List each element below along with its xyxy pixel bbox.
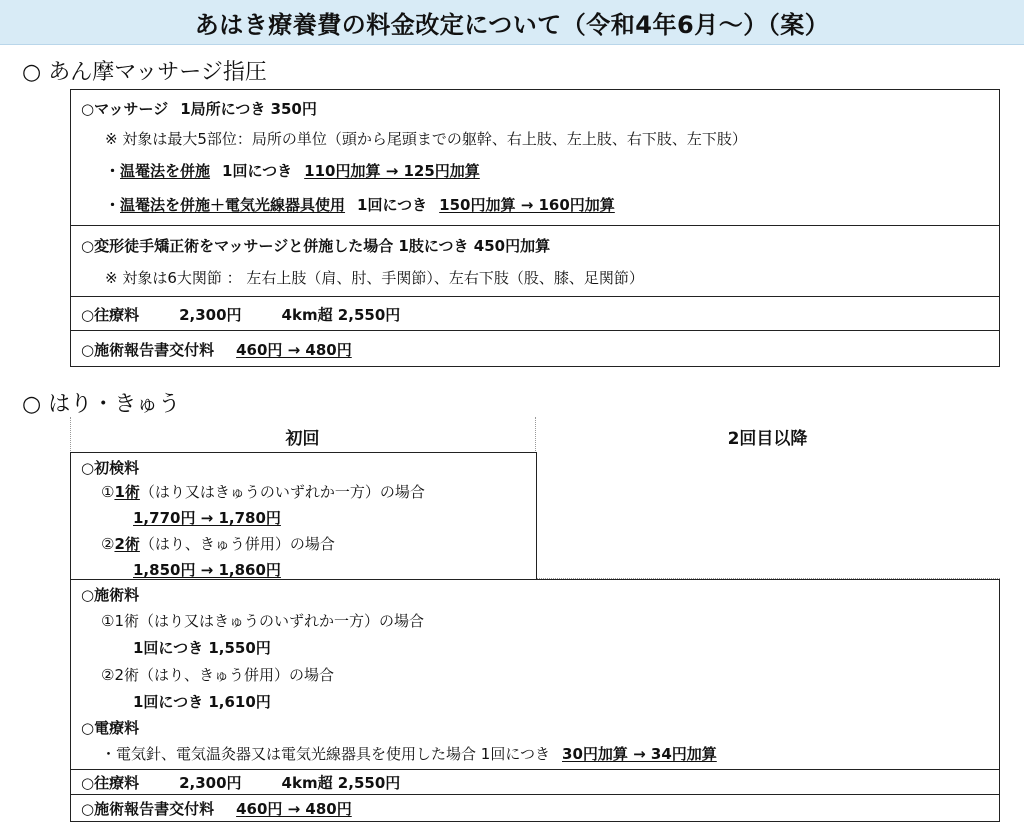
anma-report-box (70, 330, 1000, 367)
hot-compress-electric-label: 温罨法を併施＋電気光線器具使用 (120, 196, 346, 214)
hot-compress-electric-change: 150円加算 → 160円加算 (439, 196, 615, 214)
hot-compress-label: 温罨法を併施 (120, 162, 211, 180)
hari-report-label: ○施術報告書交付料 (81, 800, 215, 818)
massage-note: ※ 対象は最大5部位：局所の単位（頭から尾頭までの躯幹、右上肢、左上肢、右下肢、左下肢） (105, 130, 747, 148)
initial-item1-change: 1,770円 → 1,780円 (133, 509, 281, 527)
electro-fee-label: ○電療料 (81, 719, 140, 737)
hot-compress-electric-line (105, 194, 615, 215)
title-bar (0, 0, 1024, 45)
anma-visit-extra: 4km超 2,550円 (281, 306, 401, 324)
anma-report-change: 460円 → 480円 (236, 341, 352, 359)
electro-fee-change: 30円加算 → 34円加算 (562, 745, 717, 763)
hari-visit-line (81, 772, 400, 793)
hot-compress-electric-unit: 1回につき (357, 196, 428, 214)
initial-item2-change: 1,850円 → 1,860円 (133, 561, 281, 579)
hari-visit-label: ○往療料 (81, 774, 140, 792)
hari-report-line (81, 798, 352, 819)
anma-report-line (81, 339, 352, 360)
section-heading-anma: ○ あん摩マッサージ指圧 (22, 60, 267, 85)
initial-fee-label: ○初検料 (81, 459, 140, 477)
massage-label: ○マッサージ (81, 100, 169, 118)
treatment-item2: ②2術（はり、きゅう併用）の場合 (101, 666, 334, 684)
deform-box (70, 225, 1000, 297)
anma-visit-base: 2,300円 (179, 306, 242, 324)
massage-box (70, 89, 1000, 226)
treatment-fee-label: ○施術料 (81, 586, 140, 604)
deform-label: ○変形徒手矯正術をマッサージと併施した場合 1肢につき 450円加算 (81, 237, 551, 255)
column-header-first: 初回 (285, 429, 320, 449)
initial-item2-num: ② (101, 535, 115, 553)
anma-visit-line (81, 304, 400, 325)
initial-item1-desc: （はり又はきゅうのいずれか一方）の場合 (139, 483, 425, 501)
initial-item1 (101, 481, 425, 502)
page-title: あはき療養費の料金改定について（令和4年6月～）（案） (194, 11, 830, 39)
anma-visit-label: ○往療料 (81, 306, 140, 324)
hari-visit-box (70, 769, 1000, 795)
massage-line (81, 98, 317, 119)
initial-fee-box (70, 452, 537, 580)
hot-compress-change: 110円加算 → 125円加算 (304, 162, 480, 180)
treatment-fee-box (70, 579, 1000, 770)
initial-item1-key: 1術 (114, 483, 140, 501)
electro-fee-line (101, 743, 717, 764)
hot-compress-line (105, 160, 480, 181)
anma-visit-box (70, 296, 1000, 331)
hari-visit-extra: 4km超 2,550円 (281, 774, 401, 792)
hot-compress-unit: 1回につき (222, 162, 293, 180)
initial-item2-key: 2術 (114, 535, 140, 553)
massage-rate: 1局所につき 350円 (180, 100, 317, 118)
initial-item2-desc: （はり、きゅう併用）の場合 (139, 535, 335, 553)
treatment-item1: ①1術（はり又はきゅうのいずれか一方）の場合 (101, 612, 424, 630)
treatment-item2-rate: 1回につき 1,610円 (133, 693, 271, 711)
initial-item2 (101, 533, 335, 554)
initial-item1-num: ① (101, 483, 115, 501)
hari-report-change: 460円 → 480円 (236, 800, 352, 818)
hari-report-box (70, 794, 1000, 822)
hot-compress-electric-bullet: ・ (105, 196, 121, 214)
deform-note: ※ 対象は6大関節 ： 左右上肢（肩、肘、手関節）、左右下肢（股、膝、足関節） (105, 269, 644, 287)
column-header-after: 2回目以降 (727, 429, 808, 449)
electro-fee-desc: ・電気針、電気温灸器又は電気光線器具を使用した場合 1回につき (101, 745, 551, 763)
hari-visit-base: 2,300円 (179, 774, 242, 792)
section-heading-hari: ○ はり・きゅう (22, 392, 181, 417)
hot-compress-bullet: ・ (105, 162, 121, 180)
treatment-item1-rate: 1回につき 1,550円 (133, 639, 271, 657)
anma-report-label: ○施術報告書交付料 (81, 341, 215, 359)
